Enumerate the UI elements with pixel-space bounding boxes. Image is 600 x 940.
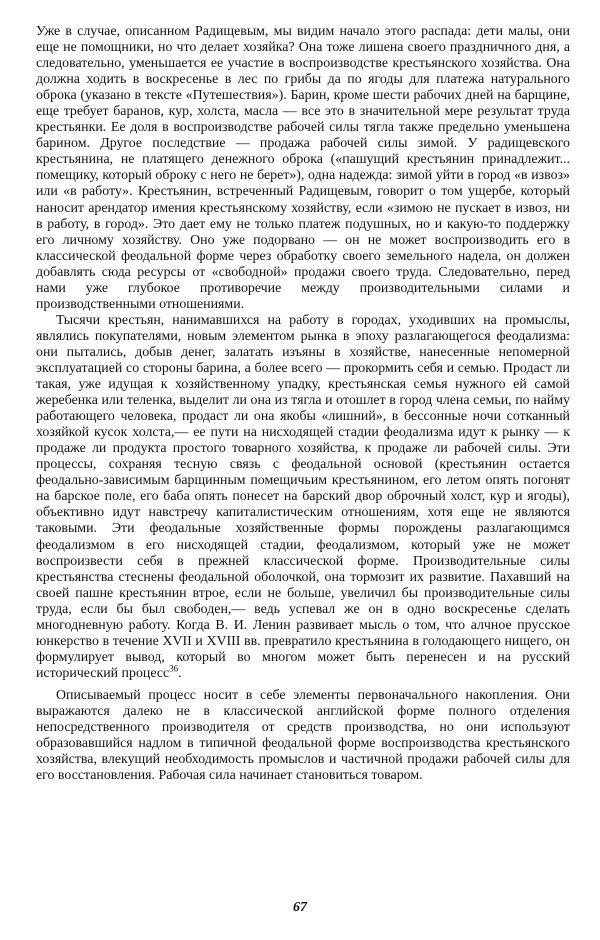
paragraph-1-text: Уже в случае, описанном Радищевым, мы видим начало этого распада: дети малы, они еще не помощники, но что делает хозяйка? Она тоже лишена своего праздничного дня, а следовательно, уменьшается ее участие в воспроизводстве крестьянского хозяйства. Она должна ходить в воскресенье в лес по грибы да по ягоды для платежа натурального оброка (указано в тексте «Путешествия»). Барин, кроме шести рабочих дней на барщине, еще требует баранов, кур, холста, масла — все это в значительной мере результат труда крестьянки. Ее доля в воспроизводстве рабочей силы тягла также предельно уменьшена барином. Другое последствие — продажа рабочей силы зимой. У радищевского крестьянина, не платящего денежного оброка («пашущий крестьянин принадлежит... помещику, который оброку с него не берет»), одна надежда: зимой уйти в город «в извоз» или «в работу». Крестьянин, встреченный Радищевым, говорит о том ущербе, который наносит арендатор имения крестьянскому хозяйству, если «зимою не пускает в извоз, ни в работу, в город». Это дает ему не только платеж подушных, но и какую-то поддержку его личному хозяйству. Оно уже подорвано — он не может воспроизводить его в классической феодальной форме через обработку своего земельного надела, он должен добавлять сюда ресурсы от «свободной» продажи своего труда. Следовательно, перед нами уже глубокое противоречие между производительными силами и производственными отношениями.: [36, 24, 570, 312]
paragraph-3-text: Описываемый процесс носит в себе элементы первоначального накопления. Они выражаются далеко не в классической английской форме полного отделения непосредственного производителя от средств производства, но они используют образовавшийся надлом в типичной феодальной форме воспроизводства крестьянского хозяйства, влекущий необходимость промыслов и частичной продажи рабочей силы для его восстановления. Рабочая сила начинает становиться товаром.: [36, 687, 570, 784]
body-text: [36, 24, 570, 784]
paragraph-2: Тысячи крестьян, нанимавшихся на работу в городах, уходивших на промыслы, являлись покупателями, новым элементом рынка в эпоху разлагающегося феодализма: они пытались, добыв денег, залатать изъяны в хозяйстве, нанесенные непомерной эксплуатацией со стороны барина, а более всего — прокормить себя и семью. Продаст ли такая, уже идущая к хозяйственному упадку, крестьянская семья нужного ей самой жеребенка или теленка, выделит ли она из тягла и отошлет в город члена семьи, по найму работающего человека, продаст ли она якобы «лишний», в бессонные ночи сотканный хозяйкой кусок холста,— ее пути на нисходящей стадии феодализма идут к рынку — к продаже ли продукта простого товарного хозяйства, к продаже ли рабочей силы. Эти процессы, сохраняя тесную связь с феодальной основой (крестьянин остается феодально-зависимым барщинным помещичьим крестьянином, его летом опять погонят на барское поле, его баба опять понесет на барский двор оброчный холст, кур и ягоды), объективно идут навстречу капиталистическим отношениям, хотя еще не являются таковыми. Эти феодальные хозяйственные формы порождены разлагающимся феодализмом в его нисходящей стадии, феодализмом, который уже не может воспроизвести себя в прежней классической форме. Производительные силы крестьянства стеснены феодальной оболочкой, она тормозит их развитие. Пахавший на своей пашне крестьянин втрое, если не больше, увеличил бы производительные силы труда, если бы был свободен,— ведь успевал же он в одно воскресенье сделать многодневную работу. Когда В. И. Ленин развивает мысль о том, что алчное прусское юнкерство в течение XVII и XVIII вв. превратило крестьянина в голодающего нищего, он формулирует вывод, который во многом может быть перенесен и на русский исторический процесс$^{36}$.: [36, 312, 570, 681]
page-number: 67: [293, 900, 307, 915]
footnote-marker: 36: [169, 663, 179, 674]
paragraph-1: [36, 24, 570, 313]
paragraph-2-text: Тысячи крестьян, нанимавшихся на работу в городах, уходивших на промыслы, являлись покупателями, новым элементом рынка в эпоху разлагающегося феодализма: они пытались, добыв денег, залатать изъяны в хозяйстве, нанесенные непомерной эксплуатацией со стороны барина, а более всего — прокормить себя и семью. Продаст ли такая, уже идущая к хозяйственному упадку, крестьянская семья нужного ей самой жеребенка или теленка, выделит ли она из тягла и отошлет в город члена семьи, по найму работающего человека, продаст ли она якобы «лишний», в бессонные ночи сотканный хозяйкой кусок холста,— ее пути на нисходящей стадии феодализма идут к рынку — к продаже ли продукта простого товарного хозяйства, к продаже ли рабочей силы. Эти процессы, сохраняя тесную связь с феодальной основой (крестьянин остается феодально-зависимым барщинным помещичьим крестьянином, его летом опять погонят на барское поле, его баба опять понесет на барский двор оброчный холст, кур и ягоды), объективно идут навстречу капиталистическим отношениям, хотя еще не являются таковыми. Эти феодальные хозяйственные формы порождены разлагающимся феодализмом в его нисходящей стадии, феодализмом, который уже не может воспроизвести себя в прежней классической форме. Производительные силы крестьянства стеснены феодальной оболочкой, она тормозит их развитие. Пахавший на своей пашне крестьянин втрое, если не больше, увеличил бы производительные силы труда, если бы был свободен,— ведь успевал же он в одно воскресенье сделать многодневную работу. Когда В. И. Ленин развивает мысль о том, что алчное прусское юнкерство в течение XVII и XVIII вв. превратило крестьянина в голодающего нищего, он формулирует вывод, который во многом может быть перенесен и на русский исторический процесс: [36, 312, 570, 681]
paragraph-3: [36, 688, 570, 784]
